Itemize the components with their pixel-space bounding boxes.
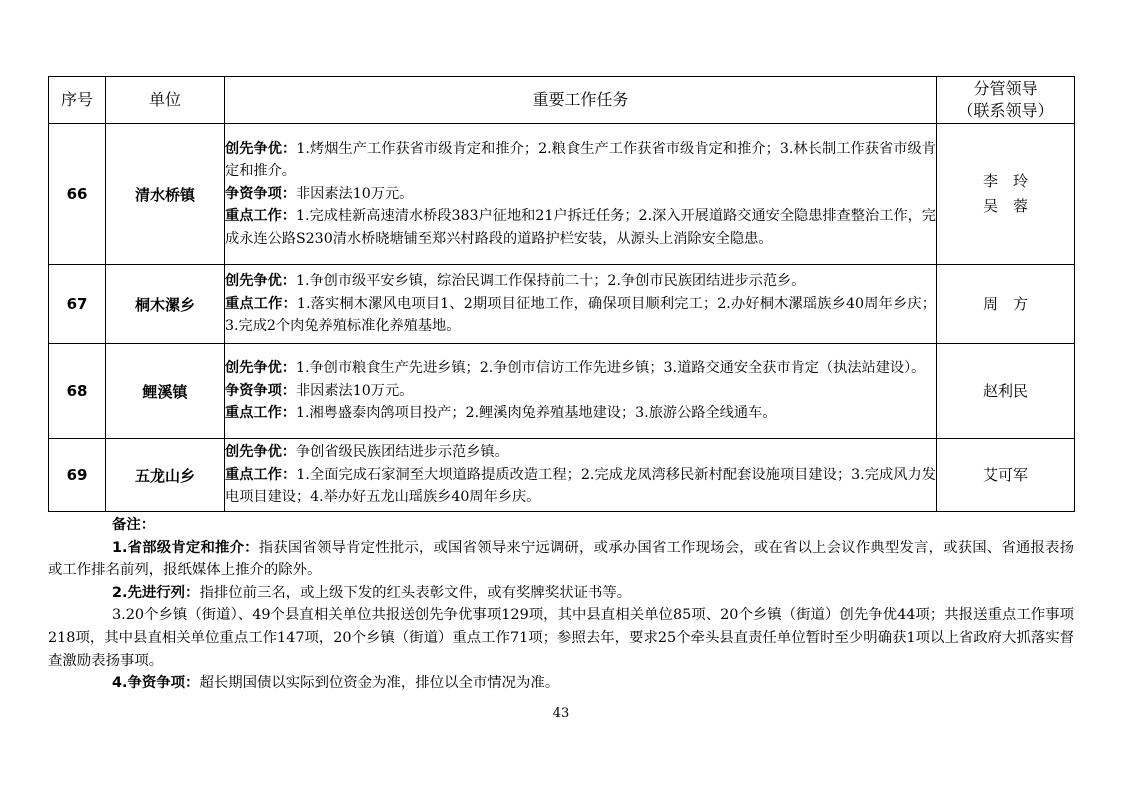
header-num: 序号 [49, 77, 106, 124]
task-label: 争资争项： [225, 185, 296, 202]
notes-section [48, 514, 1074, 695]
row-leader [937, 439, 1075, 512]
task-item [225, 293, 936, 338]
row-leader [937, 344, 1075, 439]
row-unit: 五龙山乡 [106, 439, 225, 512]
task-label: 创先争优： [225, 140, 297, 157]
note-text: 超长期国债以实际到位资金为准，排位以全市情况为准。 [199, 675, 560, 692]
task-item [225, 205, 936, 250]
task-item [225, 270, 936, 293]
task-table-container [48, 76, 1074, 512]
task-label: 重点工作： [225, 405, 296, 422]
table-row [49, 439, 1075, 512]
task-text: 1.争创市级平安乡镇，综治民调工作保持前二十；2.争创市民族团结进步示范乡。 [295, 273, 806, 290]
task-label: 创先争优： [225, 360, 296, 377]
leader-name: 艾可军 [982, 465, 1028, 484]
note-item [48, 672, 1074, 695]
note-item [48, 604, 1074, 672]
header-leader-line2: （联系领导） [957, 101, 1054, 120]
header-leader-line1: 分管领导 [973, 79, 1038, 98]
task-label: 争资争项： [225, 382, 296, 399]
row-tasks [225, 265, 937, 344]
row-tasks [225, 439, 937, 512]
task-item [225, 357, 936, 380]
task-text: 1.全面完成石家洞至大坝道路提质改造工程；2.完成龙凤湾移民新村配套设施项目建设；3.完成风力发电项目建设；4.举办好五龙山瑶族乡40周年乡庆。 [225, 466, 936, 506]
header-leader [937, 77, 1075, 124]
row-number: 68 [49, 344, 106, 439]
leader-name: 赵利民 [982, 381, 1028, 400]
row-number: 66 [49, 124, 106, 265]
page-number: 43 [552, 706, 570, 721]
note-text: 指排位前三名，或上级下发的红头表彰文件，或有奖牌奖状证书等。 [199, 584, 632, 601]
notes-title-text: 备注： [112, 517, 156, 533]
task-item [225, 441, 936, 464]
task-item [225, 402, 936, 425]
row-number: 67 [49, 265, 106, 344]
leader-name: 李 玲 [982, 172, 1028, 190]
header-tasks: 重要工作任务 [225, 77, 937, 124]
task-text: 1.争创市粮食生产先进乡镇；2.争创市信访工作先进乡镇；3.道路交通安全获市肯定（执法站建设）。 [295, 360, 926, 377]
row-number: 69 [49, 439, 106, 512]
note-text: 指获国省领导肯定性批示，或国省领导来宁远调研，或承办国省工作现场会，或在省以上会议作典型发言，或获国、省通报表扬或工作排名前列，报纸媒体上推介的除外。 [48, 539, 1074, 579]
task-text: 非因素法10万元。 [295, 382, 414, 399]
task-text: 1.落实桐木漯风电项目1、2期项目征地工作，确保项目顺利完工；2.办好桐木漯瑶族乡40周年乡庆；3.完成2个肉兔养殖标准化养殖基地。 [225, 295, 936, 335]
task-text: 1.烤烟生产工作获省市级肯定和推介；2.粮食生产工作获省市级肯定和推介；3.林长制工作获省市级肯定和推介。 [225, 140, 936, 180]
leader-name: 周 方 [982, 294, 1028, 313]
leader-name: 吴 蓉 [982, 197, 1028, 215]
row-tasks [225, 344, 937, 439]
task-text: 非因素法10万元。 [295, 185, 414, 202]
row-leader [937, 265, 1075, 344]
note-item [48, 537, 1074, 582]
row-unit: 清水桥镇 [106, 124, 225, 265]
note-label: 2.先进行列： [112, 584, 200, 601]
task-item [225, 464, 936, 509]
task-label: 重点工作： [225, 466, 297, 483]
note-text: 3.20个乡镇（街道）、49个县直相关单位共报送创先争优事项129项，其中县直相关单位85项、20个乡镇（街道）创先争优44项；共报送重点工作事项218项，其中县直相关单位重点工作147项，20个乡镇（街道）重点工作71项；参照去年，要求25个牵头县直责任单位暂时至少明确获1项以上省政府大抓落实督查激励表扬事项。 [48, 607, 1074, 669]
header-unit: 单位 [106, 77, 225, 124]
task-item [225, 138, 936, 183]
note-item [48, 582, 1074, 605]
table-row [49, 344, 1075, 439]
task-label: 创先争优： [225, 444, 296, 461]
task-label: 创先争优： [225, 273, 296, 290]
note-label: 4.争资争项： [112, 675, 200, 692]
row-unit: 鲤溪镇 [106, 344, 225, 439]
table-header-row [49, 77, 1075, 124]
task-item [225, 183, 936, 206]
notes-title [48, 514, 1074, 537]
task-item [225, 380, 936, 403]
task-text: 1.湘粤盛泰肉鸽项目投产；2.鲤溪肉兔养殖基地建设；3.旅游公路全线通车。 [295, 405, 777, 422]
table-row [49, 124, 1075, 265]
table-row [49, 265, 1075, 344]
task-label: 重点工作： [225, 295, 297, 312]
row-tasks [225, 124, 937, 265]
task-label: 重点工作： [225, 208, 296, 225]
task-table [48, 76, 1075, 512]
task-text: 争创省级民族团结进步示范乡镇。 [295, 444, 509, 461]
task-text: 1.完成桂新高速清水桥段383户征地和21户拆迁任务；2.深入开展道路交通安全隐患排查整治工作，完成永连公路S230清水桥晓塘铺至郑兴村路段的道路护栏安装，从源头上消除安全隐患。 [225, 208, 936, 247]
row-leader [937, 124, 1075, 265]
row-unit: 桐木漯乡 [106, 265, 225, 344]
note-label: 1.省部级肯定和推介： [112, 539, 259, 556]
